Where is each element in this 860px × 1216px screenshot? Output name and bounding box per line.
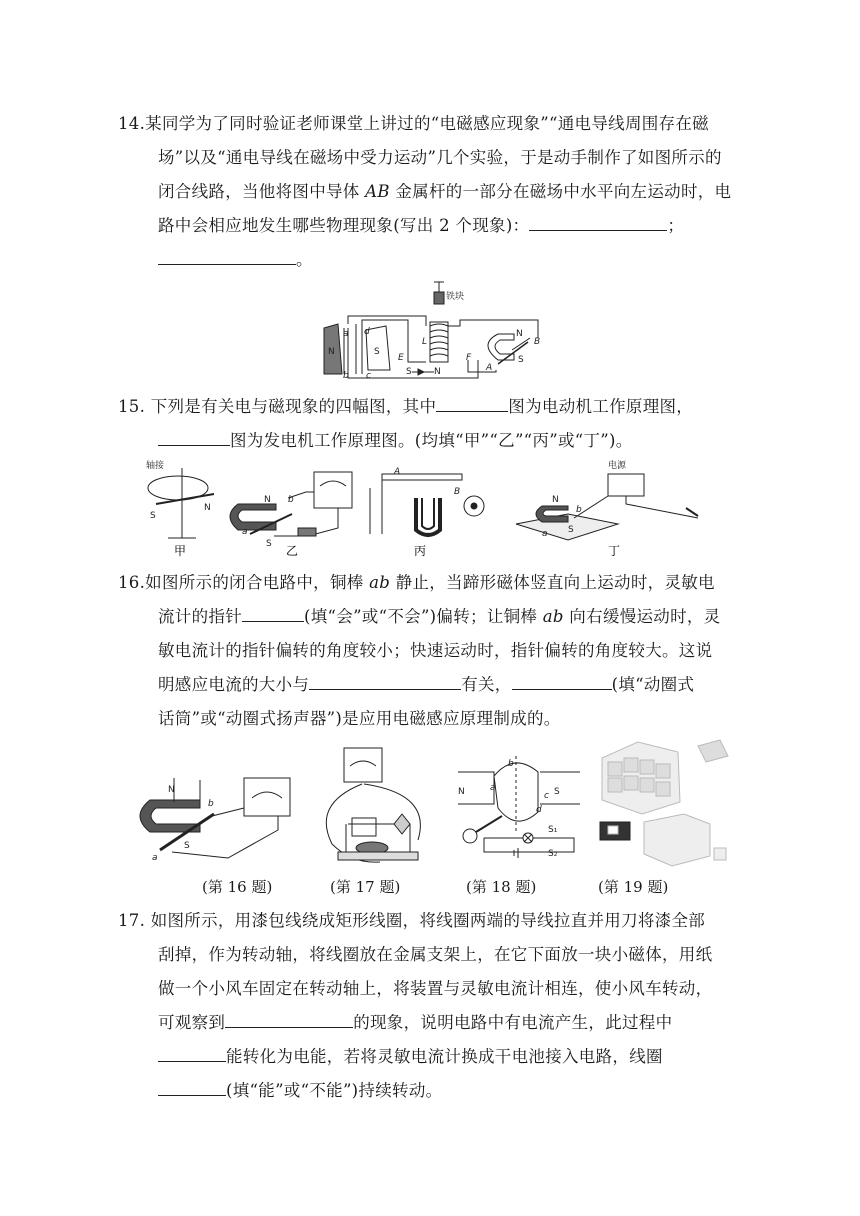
svg-text:F: F	[466, 353, 472, 363]
caption-fig-16: (第 16 题)	[202, 878, 273, 896]
svg-text:N: N	[552, 495, 559, 505]
q17-number: 17.	[118, 911, 146, 930]
svg-text:S: S	[518, 355, 524, 365]
svg-text:a: a	[152, 853, 158, 863]
q17-line-3: 做一个小风车固定在转动轴上，将装置与灵敏电流计相连，使小风车转动，	[158, 979, 713, 998]
svg-text:S: S	[554, 787, 560, 797]
question-15	[118, 390, 740, 458]
q14-line-5-end: 。	[296, 250, 313, 269]
svg-text:S₂: S₂	[548, 849, 558, 859]
svg-text:N: N	[434, 367, 441, 377]
q17-answer-blank-1[interactable]	[225, 1009, 353, 1028]
q16-line-1a: 如图所示的闭合电路中，铜棒	[145, 573, 370, 592]
svg-text:N: N	[458, 787, 465, 797]
q16-line-1b: 静止，当蹄形磁体竖直向上运动时，灵敏电	[390, 573, 715, 592]
q14-number: 14.	[118, 114, 146, 133]
svg-text:b: b	[508, 759, 514, 769]
q16-answer-blank-2[interactable]	[309, 671, 461, 690]
question-17	[118, 904, 740, 1108]
svg-text:N: N	[168, 785, 175, 795]
q16-line-4b: 有关，	[461, 675, 512, 694]
svg-text:N: N	[264, 495, 271, 505]
q14-conductor-ab: AB	[365, 182, 390, 201]
q15-axis-label: 轴接	[146, 461, 165, 471]
q15-answer-blank-motor[interactable]	[436, 393, 508, 412]
svg-text:A: A	[486, 363, 493, 373]
q16-line-4a: 明感应电流的大小与	[158, 675, 310, 694]
fig-16	[128, 770, 298, 866]
svg-text:S: S	[568, 525, 574, 535]
svg-text:c: c	[544, 791, 549, 801]
svg-text:N: N	[204, 503, 211, 513]
q15-power-label: 电源	[608, 461, 627, 471]
q16-line-3: 敏电流计的指针偏转的角度较小；快速运动时，指针偏转的角度较大。这说	[158, 641, 713, 660]
svg-text:E: E	[398, 353, 404, 363]
q15-line-1b: 图为电动机工作原理图，	[508, 397, 694, 416]
q17-answer-blank-3[interactable]	[158, 1077, 226, 1096]
q16-rod-ab-2: ab	[542, 607, 564, 626]
q14-answer-blank-2[interactable]	[158, 246, 296, 265]
q17-line-4a: 可观察到	[158, 1013, 226, 1032]
q16-rod-ab-1: ab	[369, 573, 391, 592]
svg-text:S: S	[406, 367, 412, 377]
q17-line-6: (填“能”或“不能”)持续转动。	[226, 1081, 443, 1100]
q14-line-4: 路中会相应地发生哪些物理现象(写出 2 个现象)：	[158, 216, 530, 235]
caption-fig-17: (第 17 题)	[330, 878, 401, 896]
q14-line-2: 场”以及“通电导线在磁场中受力运动”几个实验，于是动手制作了如图所示的	[158, 148, 722, 167]
svg-text:a: a	[242, 527, 248, 537]
q17-line-1: 如图所示，用漆包线绕成矩形线圈，将线圈两端的导线拉直并用刀将漆全部	[150, 911, 706, 930]
q15-caption-bing: 丙	[414, 544, 427, 558]
fig-18	[454, 752, 584, 864]
svg-text:A: A	[394, 467, 401, 477]
svg-text:S: S	[266, 539, 272, 549]
caption-fig-19: (第 19 题)	[598, 878, 669, 896]
question-14	[118, 107, 740, 277]
svg-text:b: b	[343, 371, 349, 381]
svg-text:B: B	[454, 487, 461, 497]
svg-text:S: S	[374, 347, 380, 357]
svg-text:S₁: S₁	[548, 825, 558, 835]
svg-text:N: N	[328, 347, 335, 357]
q16-line-2a: 流计的指针	[158, 607, 242, 626]
q15-caption-yi: 乙	[286, 544, 299, 558]
svg-text:L: L	[422, 337, 428, 347]
q15-number: 15.	[118, 397, 146, 416]
q14-line-3a: 闭合线路，当他将图中导体	[158, 182, 366, 201]
fig-19	[594, 738, 730, 872]
q16-answer-blank-3[interactable]	[512, 671, 612, 690]
q14-line-4-end: ；	[667, 216, 685, 235]
q14-circuit-figure	[318, 278, 552, 382]
caption-fig-18: (第 18 题)	[466, 878, 537, 896]
q15-line-2: 图为发电机工作原理图。(均填“甲”“乙”“丙”或“丁”)。	[230, 431, 633, 450]
svg-text:S: S	[150, 511, 156, 521]
q17-line-2: 刮掉，作为转动轴，将线圈放在金属支架上，在它下面放一块小磁体，用纸	[158, 945, 713, 964]
q17-answer-blank-2[interactable]	[158, 1043, 226, 1062]
svg-text:B: B	[534, 337, 541, 347]
svg-text:c: c	[366, 371, 371, 381]
svg-text:N: N	[516, 329, 523, 339]
q15-caption-jia: 甲	[174, 544, 187, 558]
svg-text:b: b	[208, 799, 214, 809]
svg-text:a: a	[343, 329, 349, 339]
svg-text:a: a	[542, 529, 548, 539]
q14-answer-blank-1[interactable]	[529, 212, 667, 231]
q17-line-5: 能转化为电能，若将灵敏电流计换成干电池接入电路，线圈	[226, 1047, 663, 1066]
q14-line-1: 某同学为了同时验证老师课堂上讲过的“电磁感应现象”“通电导线周围存在磁	[145, 114, 709, 133]
q16-line-4c: (填“动圈式	[611, 675, 695, 694]
svg-text:d: d	[364, 327, 370, 337]
svg-text:b: b	[576, 505, 582, 515]
q16-number: 16.	[118, 573, 146, 592]
q15-line-1a: 下列是有关电与磁现象的四幅图，其中	[150, 397, 437, 416]
q14-fig-iron-label: 铁块	[446, 292, 465, 302]
q17-line-4b: 的现象，说明电路中有电流产生，此过程中	[353, 1013, 673, 1032]
q16-answer-blank-1[interactable]	[242, 603, 304, 622]
svg-text:b: b	[288, 495, 294, 505]
q14-line-3b: 金属杆的一部分在磁场中水平向左运动时，电	[389, 182, 732, 201]
q16-line-5: 话筒”或“动圈式扬声器”)是应用电磁感应原理制成的。	[158, 709, 561, 728]
svg-text:S: S	[184, 841, 190, 851]
q15-answer-blank-generator[interactable]	[158, 427, 230, 446]
q16-line-2b: (填“会”或“不会”)偏转；让铜棒	[304, 607, 543, 626]
svg-text:d: d	[536, 805, 542, 815]
svg-text:a: a	[490, 783, 496, 793]
q16-line-2c: 向右缓慢运动时，灵	[563, 607, 721, 626]
q15-caption-ding: 丁	[608, 544, 621, 558]
question-16	[118, 566, 740, 736]
fig-17	[322, 744, 438, 870]
q15-four-figures	[138, 458, 718, 558]
